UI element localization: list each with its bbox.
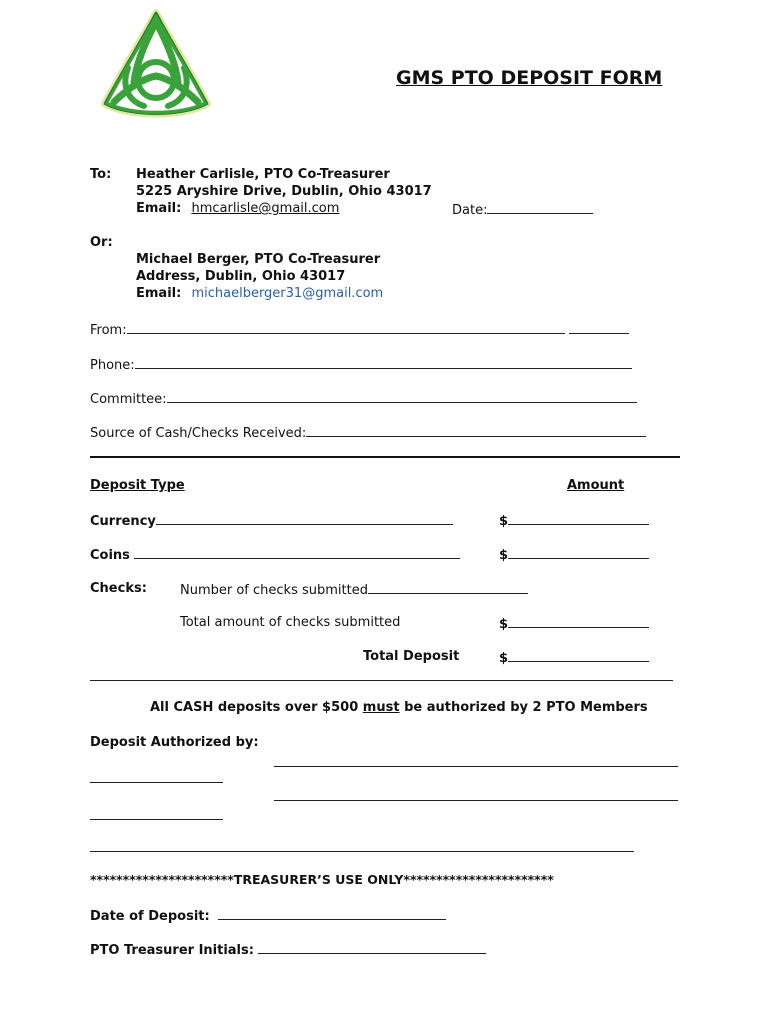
total-checks-label: Total amount of checks submitted (180, 615, 401, 630)
currency-amount-line[interactable] (508, 512, 649, 525)
source-input-line[interactable] (306, 424, 646, 437)
cash-note-emphasis: must (362, 700, 400, 715)
authorized-label: Deposit Authorized by: (90, 735, 259, 750)
total-deposit-label: Total Deposit (363, 649, 460, 664)
checks-label: Checks: (90, 581, 147, 596)
to-label: To: (90, 167, 112, 182)
deposit-divider (90, 680, 673, 681)
total-deposit-amount[interactable] (499, 649, 649, 666)
date-input-line[interactable] (487, 201, 593, 214)
cash-note-before: All CASH deposits over $500 (150, 700, 363, 715)
currency-row[interactable] (90, 512, 453, 529)
num-checks-row[interactable] (180, 581, 528, 598)
date-of-deposit-label: Date of Deposit: (90, 909, 210, 924)
from-input-line-2 (569, 321, 629, 334)
num-checks-line[interactable] (368, 581, 528, 594)
authorizer-1-signature-line[interactable] (274, 766, 678, 767)
date-label: Date: (452, 203, 488, 218)
currency-amount[interactable] (499, 512, 649, 529)
date-of-deposit-line[interactable] (218, 907, 446, 920)
initials-field[interactable] (90, 941, 486, 958)
coins-dollar: $ (499, 548, 509, 563)
cash-note-after: be authorized by 2 PTO Members (399, 700, 648, 715)
or-email-link[interactable]: michaelberger31@gmail.com (191, 286, 384, 301)
to-name: Heather Carlisle, PTO Co-Treasurer (136, 167, 390, 182)
from-field[interactable] (90, 321, 629, 338)
coins-label: Coins (90, 548, 130, 563)
authorizer-1-date-line[interactable] (90, 782, 223, 783)
coins-amount[interactable] (499, 546, 649, 563)
committee-input-line[interactable] (167, 390, 637, 403)
initials-label: PTO Treasurer Initials: (90, 943, 254, 958)
or-email-row (136, 286, 383, 301)
total-deposit-line[interactable] (508, 649, 649, 662)
coins-amount-line[interactable] (508, 546, 649, 559)
authorizer-2-signature-line[interactable] (274, 800, 678, 801)
total-deposit-dollar: $ (499, 651, 509, 666)
coins-row[interactable] (90, 546, 460, 563)
to-email-row (136, 201, 339, 216)
currency-label: Currency (90, 514, 156, 529)
coins-input-line[interactable] (134, 546, 460, 559)
amount-header: Amount (567, 478, 625, 493)
or-label: Or: (90, 235, 113, 250)
or-address: Address, Dublin, Ohio 43017 (136, 269, 346, 284)
num-checks-label: Number of checks submitted (180, 583, 368, 598)
authorizer-2-date-line[interactable] (90, 819, 223, 820)
phone-label: Phone: (90, 358, 135, 373)
treasurer-banner: **********************TREASURER’S USE ONLY*********************** (90, 872, 554, 887)
deposit-type-header: Deposit Type (90, 478, 185, 493)
currency-dollar: $ (499, 514, 509, 529)
total-checks-amount[interactable] (499, 615, 649, 632)
or-email-label: Email: (136, 286, 182, 301)
total-checks-dollar: $ (499, 617, 509, 632)
source-field[interactable] (90, 424, 646, 441)
section-divider (90, 456, 680, 458)
total-checks-line[interactable] (508, 615, 649, 628)
page-title: GMS PTO DEPOSIT FORM (396, 67, 663, 89)
cash-note (150, 700, 648, 715)
currency-input-line[interactable] (156, 512, 453, 525)
date-of-deposit-field[interactable] (90, 907, 446, 924)
committee-label: Committee: (90, 392, 167, 407)
initials-line[interactable] (258, 941, 486, 954)
date-field[interactable] (452, 201, 593, 218)
to-email-label: Email: (136, 201, 182, 216)
or-name: Michael Berger, PTO Co-Treasurer (136, 252, 381, 267)
to-address: 5225 Aryshire Drive, Dublin, Ohio 43017 (136, 184, 432, 199)
from-input-line[interactable] (127, 321, 565, 334)
source-label: Source of Cash/Checks Received: (90, 426, 307, 441)
from-label: From: (90, 323, 127, 338)
phone-field[interactable] (90, 356, 632, 373)
celtic-trinity-knot-icon (92, 8, 220, 120)
committee-field[interactable] (90, 390, 637, 407)
to-email-link[interactable]: hmcarlisle@gmail.com (191, 201, 340, 216)
authorized-divider (90, 851, 634, 852)
phone-input-line[interactable] (135, 356, 632, 369)
